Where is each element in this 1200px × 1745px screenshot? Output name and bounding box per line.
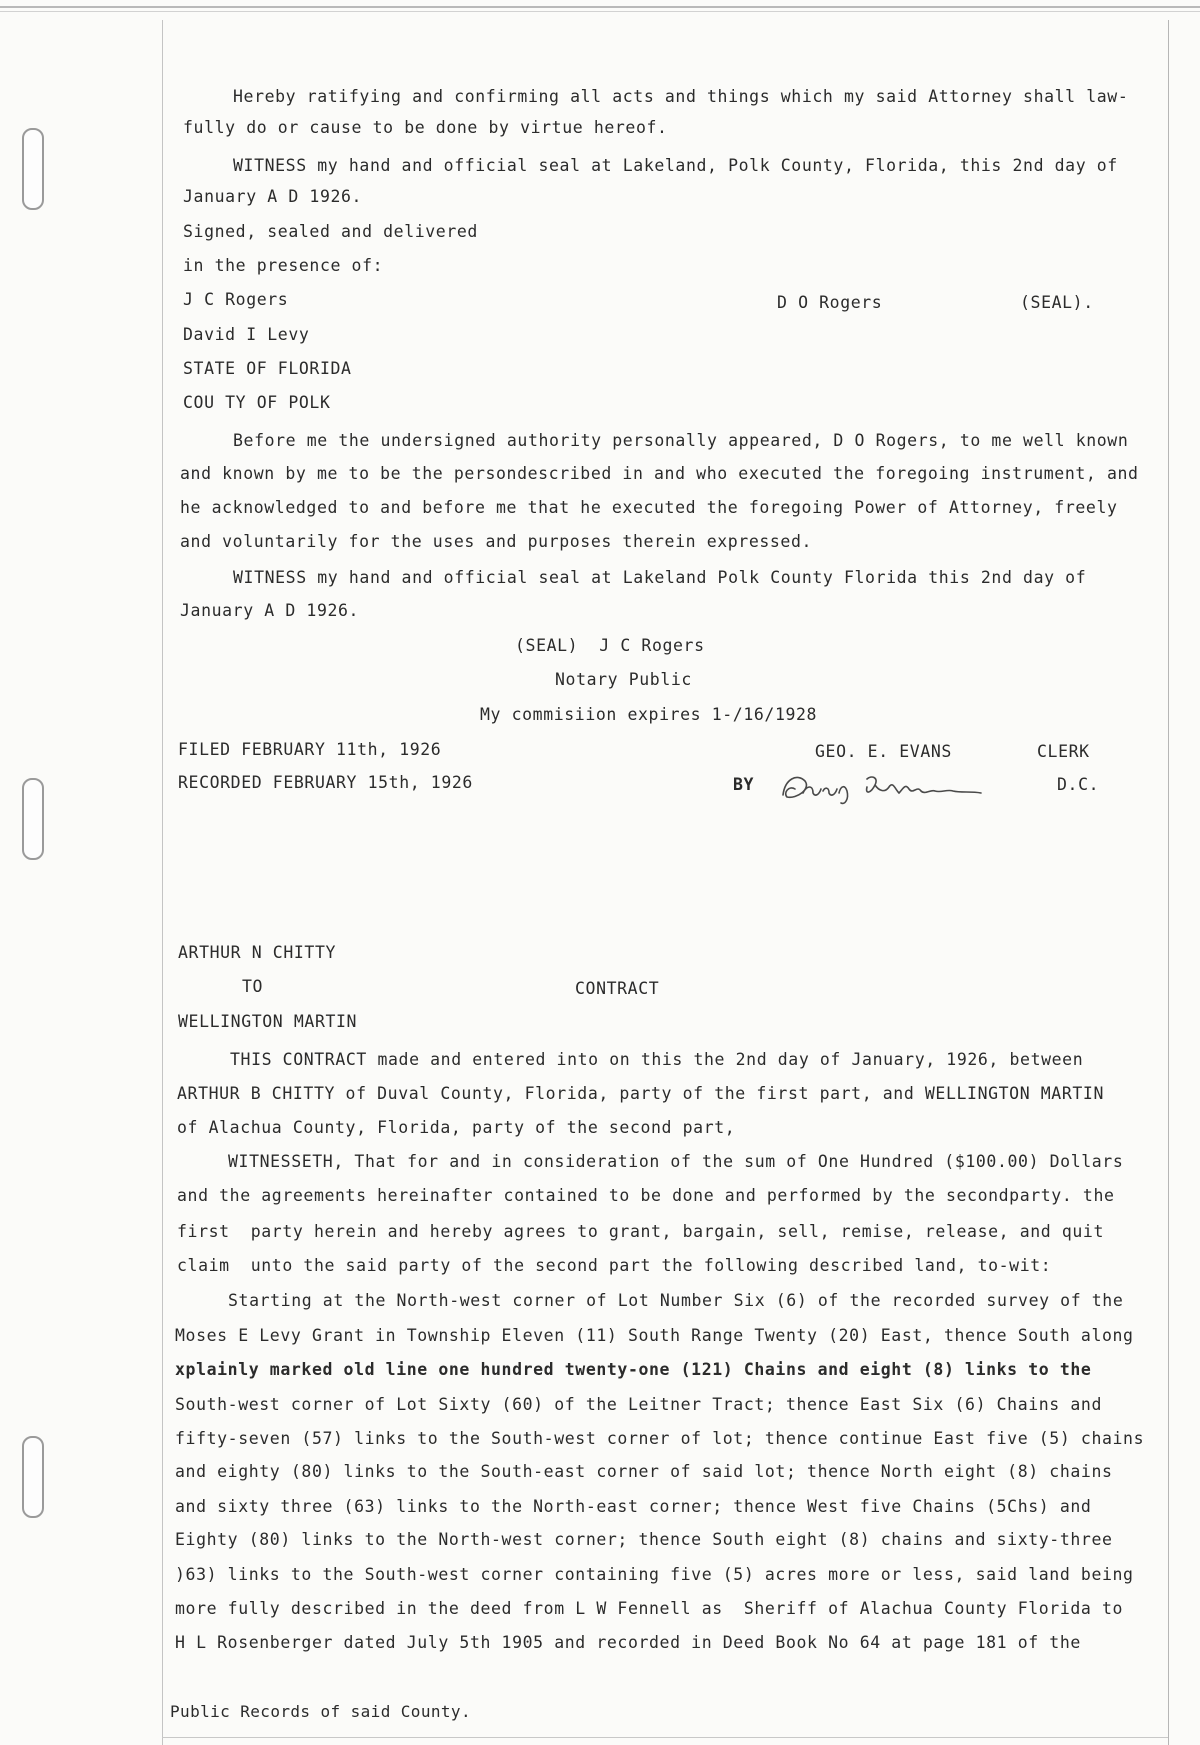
text-line: and sixty three (63) links to the North-east corner; thence West five Chains (5Chs) and [175, 1497, 1092, 1516]
text-line: xplainly marked old line one hundred twenty-one (121) Chains and eight (8) links to the [175, 1360, 1092, 1379]
text-line: of Alachua County, Florida, party of the second part, [177, 1118, 736, 1137]
text-line: Moses E Levy Grant in Township Eleven (11) South Range Twenty (20) East, thence South along [175, 1326, 1134, 1345]
text-line: and eighty (80) links to the South-east corner of said lot; thence North eight (8) chains [175, 1462, 1113, 1481]
text-line: first party herein and hereby agrees to grant, bargain, sell, remise, release, and quit [177, 1222, 1104, 1241]
filed-date: FILED FEBRUARY 11th, 1926 [178, 740, 442, 759]
text-line: in the presence of: [183, 256, 384, 275]
clerk-name: GEO. E. EVANS [815, 742, 952, 761]
contract-heading: CONTRACT [575, 979, 660, 998]
by-label: BY [733, 775, 755, 794]
text-line: Hereby ratifying and confirming all acts and things which my said Attorney shall law- [233, 87, 1129, 106]
text-line: Before me the undersigned authority personally appeared, D O Rogers, to me well known [233, 431, 1129, 450]
bottom-rule [162, 1737, 1168, 1738]
seal-label: (SEAL). [1020, 293, 1094, 312]
recorded-date: RECORDED FEBRUARY 15th, 1926 [178, 773, 473, 792]
text-line: claim unto the said party of the second part the following described land, to-wit: [177, 1256, 1052, 1275]
notary-title: Notary Public [555, 670, 692, 689]
text-line: more fully described in the deed from L W Fennell as Sheriff of Alachua County Florida to [175, 1599, 1124, 1618]
text-line: and voluntarily for the uses and purposes therein expressed. [180, 532, 813, 551]
page-top-edge [0, 6, 1200, 8]
text-line: H L Rosenberger dated July 5th 1905 and recorded in Deed Book No 64 at page 181 of the [175, 1633, 1081, 1652]
binder-hole-middle [22, 778, 44, 860]
text-line: Signed, sealed and delivered [183, 222, 478, 241]
text-line: Eighty (80) links to the North-west corner; thence South eight (8) chains and sixty-three [175, 1530, 1113, 1549]
text-line: ARTHUR B CHITTY of Duval County, Florida, party of the first part, and WELLINGTON MARTIN [177, 1084, 1104, 1103]
clerk-title: CLERK [1037, 742, 1090, 761]
text-line: fifty-seven (57) links to the South-west corner of lot; thence continue East five (5) chains [175, 1429, 1145, 1448]
text-line: January A D 1926. [180, 601, 360, 620]
signature-scribble [775, 765, 1005, 809]
text-line: WITNESS my hand and official seal at Lakeland, Polk County, Florida, this 2nd day of [233, 156, 1118, 175]
grantor-signature-name: D O Rogers [777, 293, 883, 312]
binder-hole-bottom [22, 1436, 44, 1518]
page-top-edge-secondary [0, 11, 1200, 12]
binder-hole-top [22, 128, 44, 210]
right-margin-rule [1168, 20, 1169, 1745]
text-line: Starting at the North-west corner of Lot Number Six (6) of the recorded survey of the [228, 1291, 1124, 1310]
text-line: January A D 1926. [183, 187, 363, 206]
text-line: and the agreements hereinafter contained to be done and performed by the secondparty. the [177, 1186, 1115, 1205]
grantee-heading: WELLINGTON MARTIN [178, 1012, 358, 1031]
commission-expiry: My commisiion expires 1-/16/1928 [480, 705, 818, 724]
deputy-clerk-label: D.C. [1057, 775, 1100, 794]
to-heading: TO [242, 977, 264, 996]
county-heading: COU TY OF POLK [183, 393, 331, 412]
left-margin-rule [162, 20, 163, 1745]
text-line: fully do or cause to be done by virtue hereof. [183, 118, 668, 137]
text-line: he acknowledged to and before me that he executed the foregoing Power of Attorney, freely [180, 498, 1118, 517]
witness-name: David I Levy [183, 325, 310, 344]
handwritten-signature [775, 765, 1005, 809]
text-line: and known by me to be the persondescribed in and who executed the foregoing instrument, and [180, 464, 1139, 483]
text-line: THIS CONTRACT made and entered into on this the 2nd day of January, 1926, between [230, 1050, 1084, 1069]
grantor-heading: ARTHUR N CHITTY [178, 943, 337, 962]
text-line: WITNESS my hand and official seal at Lakeland Polk County Florida this 2nd day of [233, 568, 1087, 587]
text-line-final: Public Records of said County. [170, 1702, 471, 1721]
state-heading: STATE OF FLORIDA [183, 359, 352, 378]
text-line: WITNESSETH, That for and in consideration of the sum of One Hundred ($100.00) Dollars [228, 1152, 1124, 1171]
text-line: )63) links to the South-west corner containing five (5) acres more or less, said land being [175, 1565, 1134, 1584]
text-line: South-west corner of Lot Sixty (60) of the Leitner Tract; thence East Six (6) Chains and [175, 1395, 1102, 1414]
witness-name: J C Rogers [183, 290, 289, 309]
notary-seal-line: (SEAL) J C Rogers [515, 636, 705, 655]
